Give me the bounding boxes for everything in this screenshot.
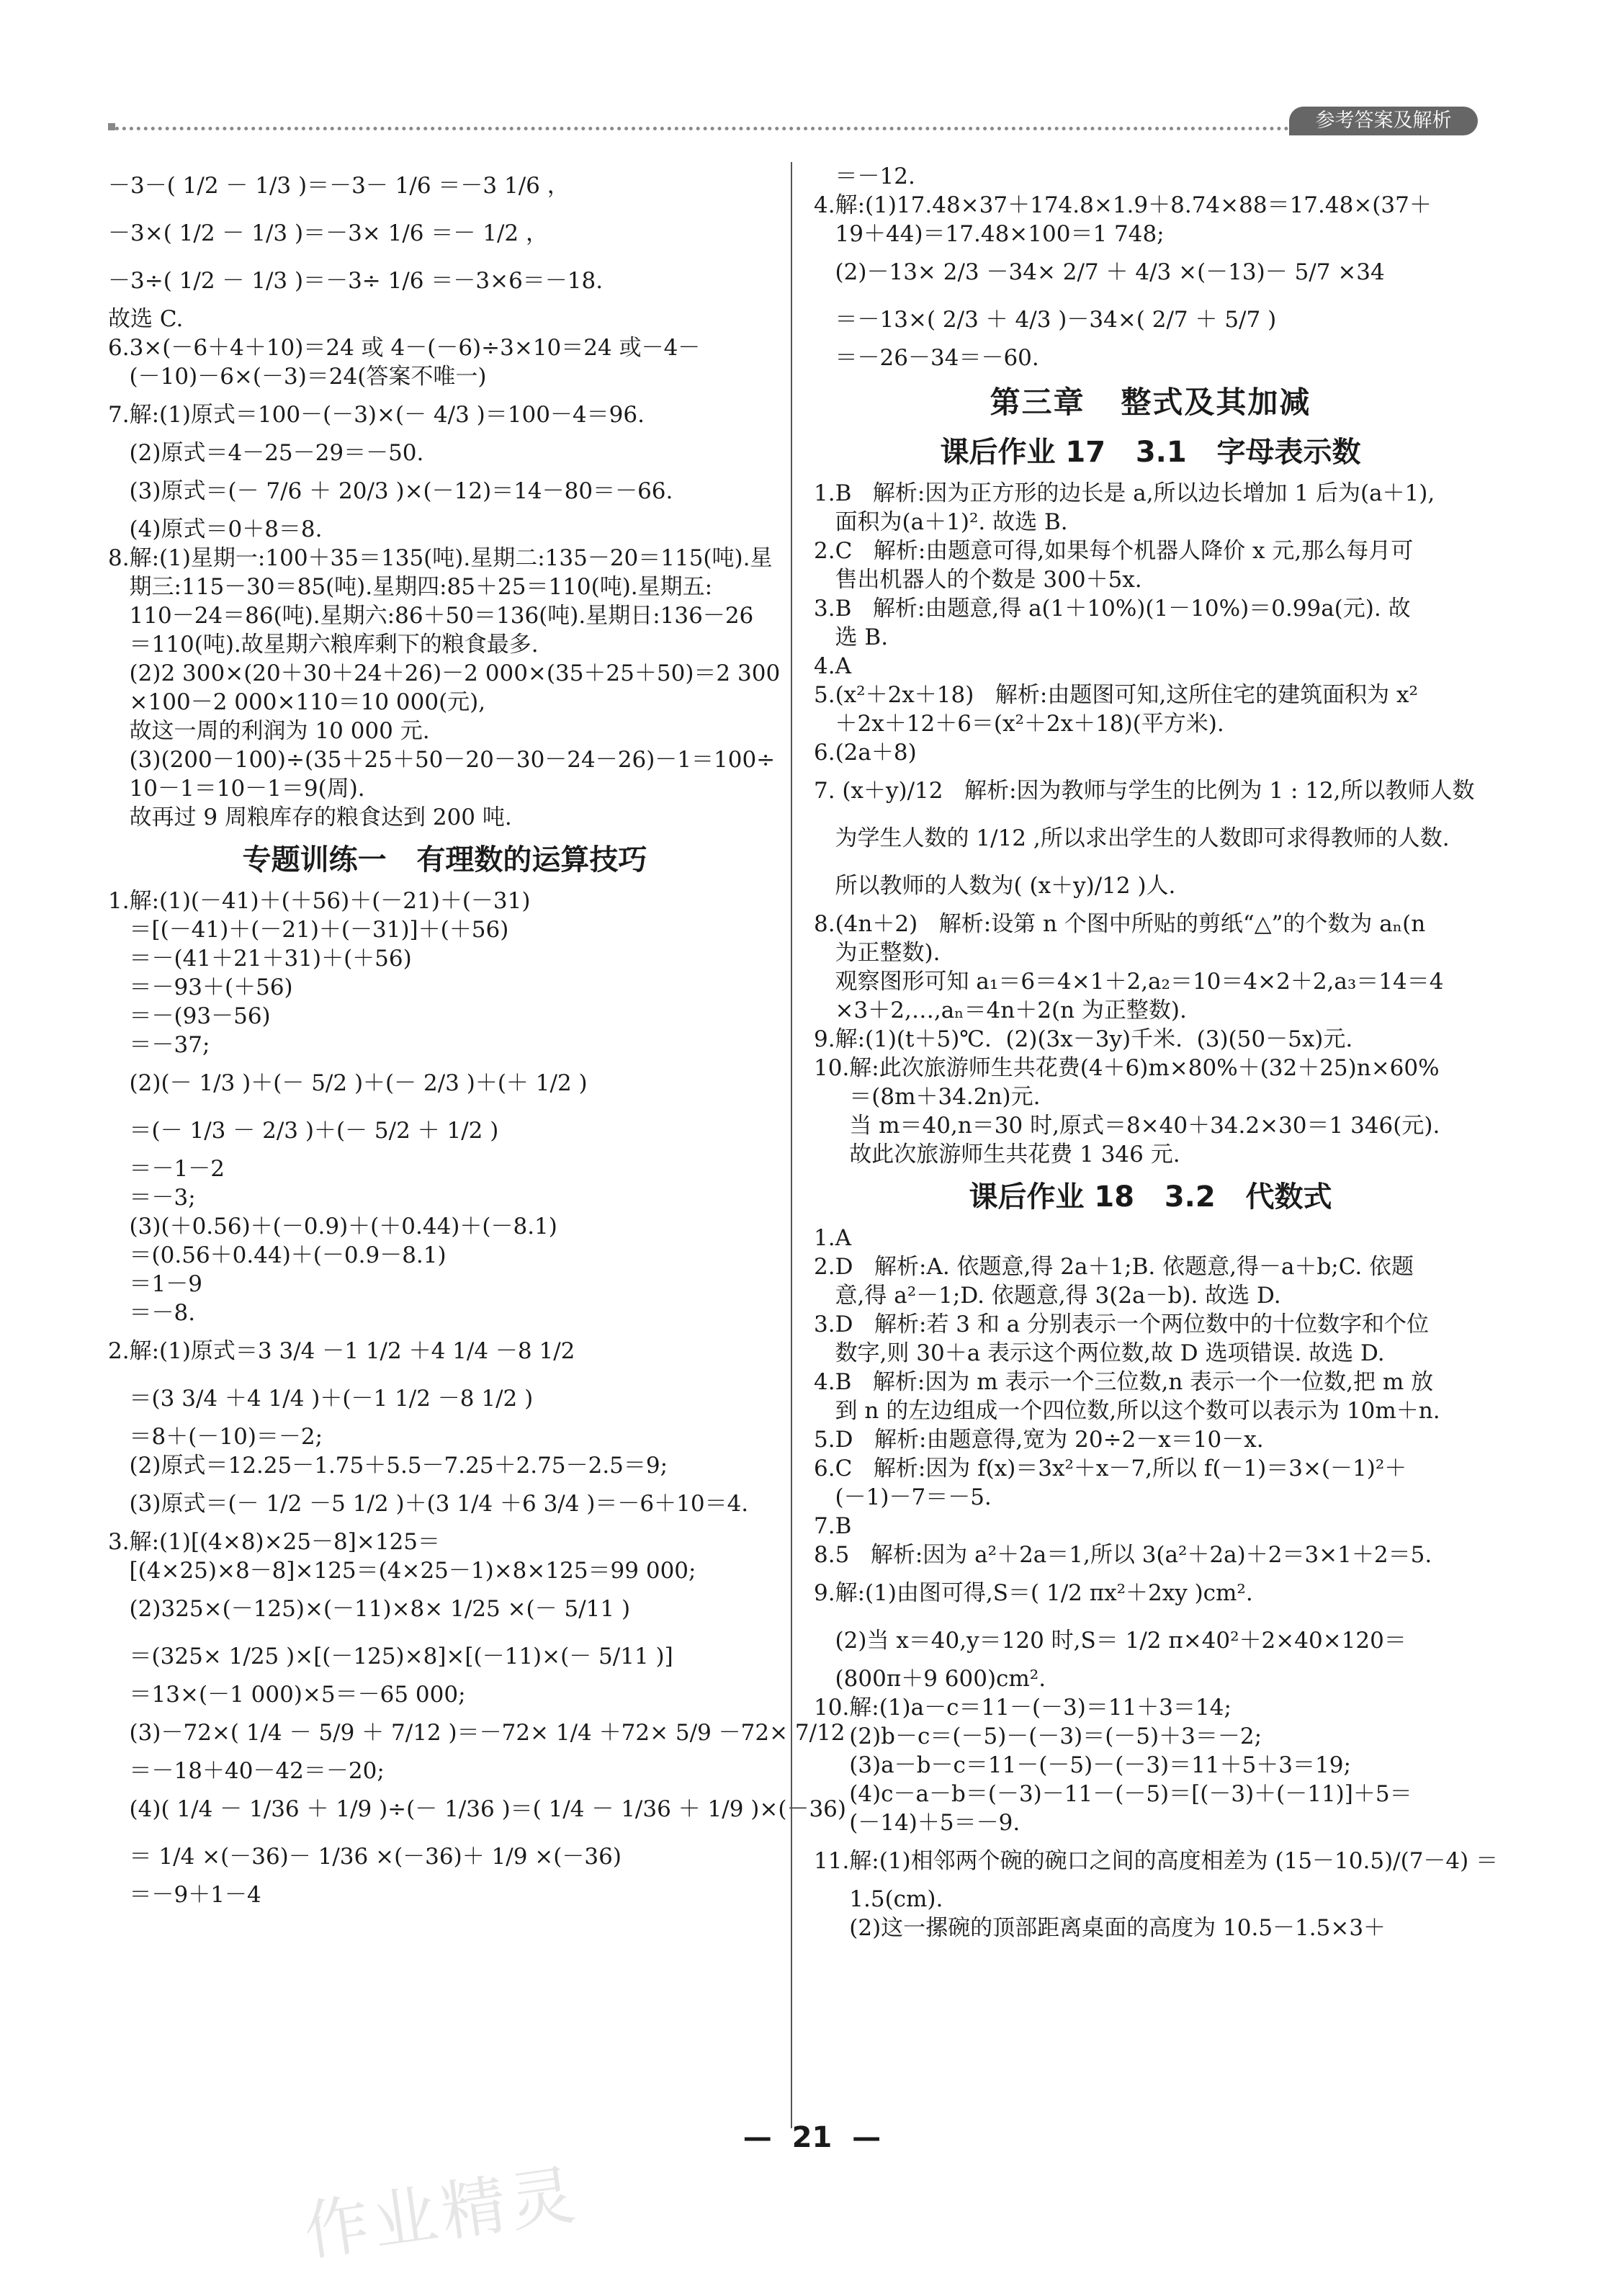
answer-line: 9.解:(1)(t＋5)℃. (2)(3x－3y)千米. (3)(50－5x)元. [814,1026,1353,1052]
answer-line: 故再过 9 周粮库存的粮食达到 200 吨. [108,804,512,830]
answer-line: (3)(200－100)÷(35＋25＋50－20－30－24－26)－1＝100÷ [108,747,776,773]
answer-line: 期三:115－30＝85(吨).星期四:85＋25＝110(吨).星期五: [108,574,713,600]
page-number: — 21 — [743,2121,881,2154]
answer-line: 7. (x＋y)/12 解析:因为教师与学生的比例为 1 : 12,所以教师人数 [814,778,1475,804]
section-title: 课后作业 18 3.2 代数式 [969,1180,1332,1214]
answer-line: 3.D 解析:若 3 和 a 分别表示一个两位数中的十位数字和个位 [814,1312,1430,1337]
answer-line: 11.解:(1)相邻两个碗的碗口之间的高度相差为 (15－10.5)/(7－4) ＝ [814,1848,1499,1874]
answer-line: (2)－13× 2/3 －34× 2/7 ＋ 4/3 ×(－13)－ 5/7 ×34 [814,259,1385,285]
answer-line: 1.A [814,1225,851,1251]
answer-line: (3)原式＝(－ 1/2 －5 1/2 )＋(3 1/4 ＋6 3/4 )＝－6＋10＝4. [108,1491,749,1517]
answer-line: (－1)－7＝－5. [814,1484,992,1510]
answer-line: (3)原式＝(－ 7/6 ＋ 20/3 )×(－12)＝14－80＝－66. [108,478,673,504]
answer-line: 10.解:(1)a－c＝11－(－3)＝11＋3＝14; [814,1695,1232,1721]
answer-line: (－14)＋5＝－9. [814,1810,1020,1836]
answer-line: 4.B 解析:因为 m 表示一个三位数,n 表示一个一位数,把 m 放 [814,1369,1434,1395]
header-badge: 参考答案及解析 [1289,107,1478,135]
answer-line: [(4×25)×8－8]×125＝(4×25－1)×8×125＝99 000; [108,1558,696,1584]
answer-line: 故选 C. [108,306,184,332]
answer-line: (4)原式＝0＋8＝8. [108,516,323,542]
section-title: 课后作业 17 3.1 字母表示数 [940,436,1361,469]
answer-line: ＝110(吨).故星期六粮库剩下的粮食最多. [108,632,539,658]
answer-line: 8.5 解析:因为 a²＋2a＝1,所以 3(a²＋2a)＋2＝3×1＋2＝5. [814,1542,1432,1568]
answer-line: ＝－(41＋21＋31)＋(＋56) [108,946,412,972]
answer-line: ＝－3; [108,1185,196,1211]
answer-line: (2)原式＝12.25－1.75＋5.5－7.25＋2.75－2.5＝9; [108,1453,668,1479]
answer-line: ＝－26－34＝－60. [814,345,1039,371]
answer-line: 6.C 解析:因为 f(x)＝3x²＋x－7,所以 f(－1)＝3×(－1)²＋ [814,1456,1407,1481]
answer-line: ＝(0.56＋0.44)＋(－0.9－8.1) [108,1242,447,1268]
right-column [814,162,1499,1942]
answer-line: 到 n 的左边组成一个四位数,所以这个数可以表示为 10m＋n. [814,1398,1440,1424]
answer-line: ＝13×(－1 000)×5＝－65 000; [108,1682,466,1708]
answer-line: (3)(＋0.56)＋(－0.9)＋(＋0.44)＋(－8.1) [108,1214,557,1239]
answer-line: －3×( 1/2 － 1/3 )＝－3× 1/6 ＝－ 1/2 ， [108,220,548,246]
answer-line: 8.解:(1)星期一:100＋35＝135(吨).星期二:135－20＝115(吨).星 [108,545,773,571]
answer-line: (2)b－c＝(－5)－(－3)＝(－5)＋3＝－2; [814,1723,1262,1749]
answer-line: ＝－1－2 [108,1156,225,1182]
column-divider [791,162,792,2128]
answer-line: 3.解:(1)[(4×8)×25－8]×125＝ [108,1529,441,1555]
answer-line: ＝(－ 1/3 － 2/3 )＋(－ 5/2 ＋ 1/2 ) [108,1118,499,1144]
page-number-value: 21 [791,2121,833,2154]
answer-line: 2.C 解析:由题意可得,如果每个机器人降价 x 元,那么每月可 [814,538,1414,564]
answer-line: (3)－72×( 1/4 － 5/9 ＋ 7/12 )＝－72× 1/4 ＋72× 5/9 －72× 7/12 [108,1720,845,1746]
answer-line: 观察图形可知 a₁＝6＝4×1＋2,a₂＝10＝4×2＋2,a₃＝14＝4 [814,969,1444,995]
answer-line: (3)a－b－c＝11－(－5)－(－3)＝11＋5＋3＝19; [814,1752,1351,1778]
answer-line: 110－24＝86(吨).星期六:86＋50＝136(吨).星期日:136－26 [108,603,754,629]
answer-line: 7.B [814,1513,852,1539]
answer-line: ＝－93＋(＋56) [108,974,293,1000]
answer-line: 故此次旅游师生共花费 1 346 元. [814,1142,1180,1167]
answer-line: (－10)－6×(－3)＝24(答案不唯一) [108,364,487,390]
answer-line: 为学生人数的 1/12 ,所以求出学生的人数即可求得教师的人数. [814,825,1450,851]
answer-line: ＝(325× 1/25 )×[(－125)×8]×[(－11)×(－ 5/11 )] [108,1644,673,1669]
answer-line: 1.5(cm). [814,1886,943,1912]
answer-line: 面积为(a＋1)². 故选 B. [814,509,1068,535]
answer-line: ×100－2 000×110＝10 000(元), [108,689,486,715]
answer-line: 7.解:(1)原式＝100－(－3)×(－ 4/3 )＝100－4＝96. [108,402,645,428]
answer-line: 故这一周的利润为 10 000 元. [108,718,430,744]
answer-line: 5.D 解析:由题意得,宽为 20÷2－x＝10－x. [814,1427,1264,1453]
answer-line: 19＋44)＝17.48×100＝1 748; [814,221,1165,247]
answer-line: 为正整数). [814,940,941,966]
answer-line: ＝－12. [814,163,915,189]
answer-line: (2)2 300×(20＋30＋24＋26)－2 000×(35＋25＋50)＝2 300 [108,660,781,686]
answer-line: ＝－37; [108,1032,210,1058]
answer-line: ＝－13×( 2/3 ＋ 4/3 )－34×( 2/7 ＋ 5/7 ) [814,307,1277,333]
answer-line: 所以教师的人数为( (x＋y)/12 )人. [814,873,1176,899]
chapter-title: 第三章 整式及其加减 [990,385,1311,420]
answer-line: 2.D 解析:A. 依题意,得 2a＋1;B. 依题意,得－a＋b;C. 依题 [814,1254,1414,1280]
answer-line: 1.解:(1)(－41)＋(＋56)＋(－21)＋(－31) [108,888,531,914]
answer-line: 6.(2a＋8) [814,740,917,766]
answer-line: 意,得 a²－1;D. 依题意,得 3(2a－b). 故选 D. [814,1283,1281,1309]
answer-line: 4.解:(1)17.48×37＋174.8×1.9＋8.74×88＝17.48×(37＋ [814,192,1432,218]
answer-line: －3－( 1/2 － 1/3 )＝－3－ 1/6 ＝－3 1/6 ， [108,173,570,199]
answer-line: ＝ 1/4 ×(－36)－ 1/36 ×(－36)＋ 1/9 ×(－36) [108,1844,622,1870]
answer-line: 6.3×(－6＋4＋10)＝24 或 4－(－6)÷3×10＝24 或－4－ [108,335,701,361]
answer-line: ＝8＋(－10)＝－2; [108,1424,323,1450]
watermark: 作业精灵 [299,2156,584,2271]
answer-line: 选 B. [814,624,889,650]
section-title: 专题训练一 有理数的运算技巧 [242,843,647,877]
answer-line: 10－1＝10－1＝9(周). [108,776,365,802]
answer-line: 售出机器人的个数是 300＋5x. [814,567,1142,593]
answer-line: 当 m＝40,n＝30 时,原式＝8×40＋34.2×30＝1 346(元). [814,1113,1440,1139]
answer-line: －3÷( 1/2 － 1/3 )＝－3÷ 1/6 ＝－3×6＝－18. [108,268,604,294]
answer-line: 3.B 解析:由题意,得 a(1＋10%)(1－10%)＝0.99a(元). 故 [814,596,1411,622]
header-rule [108,127,1289,130]
answer-line: ＝1－9 [108,1271,203,1297]
answer-line: (800π＋9 600)cm². [814,1666,1046,1692]
answer-line: ＝(8m＋34.2n)元. [814,1084,1041,1110]
answer-line: 9.解:(1)由图可得,S＝( 1/2 πx²＋2xy )cm². [814,1580,1253,1606]
answer-line: (4)( 1/4 － 1/36 ＋ 1/9 )÷(－ 1/36 )＝( 1/4 － 1/36 ＋ 1/9 )×(－36) [108,1796,846,1822]
answer-line: (2)325×(－125)×(－11)×8× 1/25 ×(－ 5/11 ) [108,1596,631,1622]
answer-line: (2)当 x＝40,y＝120 时,S＝ 1/2 π×40²＋2×40×120＝ [814,1628,1407,1654]
answer-line: ×3＋2,…,aₙ＝4n＋2(n 为正整数). [814,997,1187,1023]
answer-line: ＋2x＋12＋6＝(x²＋2x＋18)(平方米). [814,711,1224,737]
answer-line: (2)原式＝4－25－29＝－50. [108,440,424,466]
answer-line: ＝－18＋40－42＝－20; [108,1758,385,1784]
answer-line: ＝[(－41)＋(－21)＋(－31)]＋(＋56) [108,917,509,943]
answer-line: 5.(x²＋2x＋18) 解析:由题图可知,这所住宅的建筑面积为 x² [814,682,1418,708]
answer-line: (2)这一摞碗的顶部距离桌面的高度为 10.5－1.5×3＋ [814,1915,1386,1941]
answer-line: 10.解:此次旅游师生共花费(4＋6)m×80%＋(32＋25)n×60% [814,1055,1440,1081]
answer-line: (2)(－ 1/3 )＋(－ 5/2 )＋(－ 2/3 )＋(＋ 1/2 ) [108,1070,588,1096]
answer-line: 8.(4n＋2) 解析:设第 n 个图中所贴的剪纸“△”的个数为 aₙ(n [814,911,1426,937]
answer-line: ＝(3 3/4 ＋4 1/4 )＋(－1 1/2 －8 1/2 ) [108,1386,534,1412]
answer-line: (4)c－a－b＝(－3)－11－(－5)＝[(－3)＋(－11)]＋5＝ [814,1781,1412,1807]
answer-line: ＝－9＋1－4 [108,1882,261,1908]
answer-line: 4.A [814,653,851,679]
answer-line: ＝－8. [108,1300,196,1326]
answer-line: ＝－(93－56) [108,1003,271,1029]
answer-line: 2.解:(1)原式＝3 3/4 －1 1/2 ＋4 1/4 －8 1/2 [108,1338,575,1364]
answer-line: 数字,则 30＋a 表示这个两位数,故 D 选项错误. 故选 D. [814,1340,1385,1366]
answer-line: 1.B 解析:因为正方形的边长是 a,所以边长增加 1 后为(a＋1), [814,480,1435,506]
